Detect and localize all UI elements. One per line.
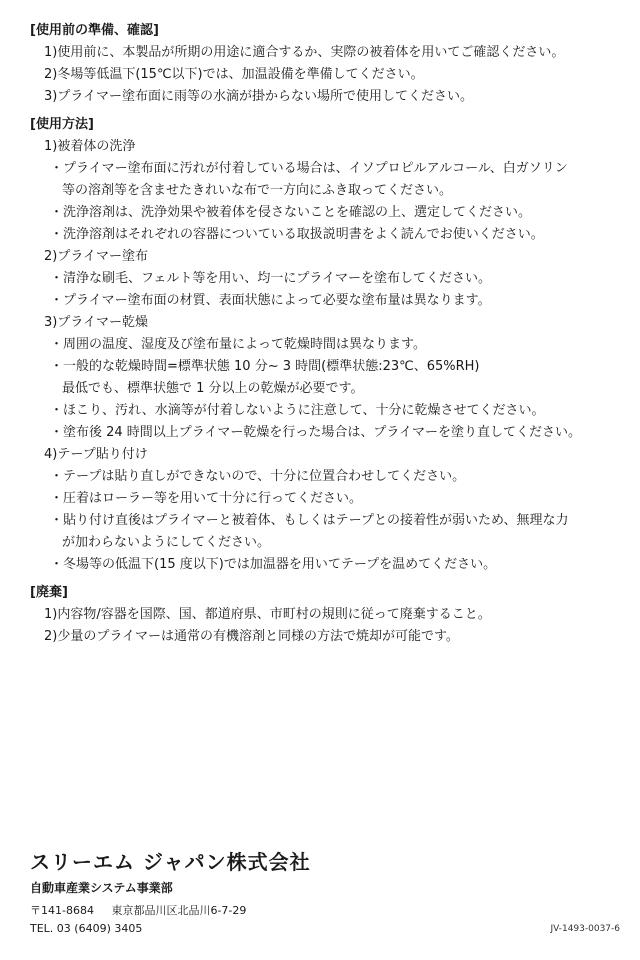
- section-title-disposal: [廃棄]: [30, 585, 68, 600]
- usage-step-3-bullet-3: ・ほこり、汚れ、水滴等が付着しないように注意して、十分に乾燥させてください。: [50, 403, 545, 418]
- disposal-item-1: 1)内容物/容器を国際、国、都道府県、市町村の規則に従って廃棄すること。: [44, 607, 491, 622]
- prep-item-3: 3)プライマー塗布面に雨等の水滴が掛からない場所で使用してください。: [44, 89, 473, 104]
- prep-item-2: 2)冬場等低温下(15℃以下)では、加温設備を準備してください。: [44, 67, 424, 82]
- usage-step-3-title: 3)プライマー乾燥: [44, 315, 148, 330]
- company-name: スリーエム ジャパン株式会社: [30, 850, 311, 874]
- instructions-body: [30, 20, 620, 648]
- usage-step-4-title: 4)テープ貼り付け: [44, 447, 148, 462]
- street-address: 東京都品川区北品川6-7-29: [111, 904, 247, 917]
- usage-step-1-bullet-3: ・洗浄溶剤はそれぞれの容器についている取扱説明書をよく読んでお使いください。: [50, 227, 544, 242]
- usage-step-1-title: 1)被着体の洗浄: [44, 139, 136, 154]
- prep-item-1: 1)使用前に、本製品が所期の用途に適合するか、実際の被着体を用いてご確認ください。: [44, 45, 565, 60]
- section-title-usage: [使用方法]: [30, 117, 94, 132]
- usage-step-2-bullet-1: ・清浄な刷毛、フェルト等を用い、均一にプライマーを塗布してください。: [50, 271, 491, 286]
- usage-step-3-bullet-2-cont: 最低でも、標準状態で 1 分以上の乾燥が必要です。: [62, 381, 364, 396]
- usage-step-1-bullet-2: ・洗浄溶剤は、洗浄効果や被着体を侵さないことを確認の上、選定してください。: [50, 205, 532, 220]
- usage-step-2-bullet-2: ・プライマー塗布面の材質、表面状態によって必要な塗布量は異なります。: [50, 293, 491, 308]
- usage-step-1-bullet-1: ・プライマー塗布面に汚れが付着している場合は、イソプロピルアルコール、白ガソリン: [50, 161, 568, 176]
- document-number: JV-1493-0037-6: [550, 924, 620, 934]
- division-name: 自動車産業システム事業部: [30, 881, 173, 895]
- company-footer: [30, 848, 620, 938]
- disposal-item-2: 2)少量のプライマーは通常の有機溶剤と同様の方法で焼却が可能です。: [44, 629, 459, 644]
- usage-step-3-bullet-4: ・塗布後 24 時間以上プライマー乾燥を行った場合は、プライマーを塗り直してください。: [50, 425, 582, 440]
- usage-step-1-bullet-1-cont: 等の溶剤等を含ませたきれいな布で一方向にふき取ってください。: [62, 183, 453, 198]
- usage-step-3-bullet-2: ・一般的な乾燥時間=標準状態 10 分~ 3 時間(標準状態:23℃、65%RH): [50, 359, 480, 374]
- section-title-prep: [使用前の準備、確認]: [30, 23, 159, 38]
- usage-step-4-bullet-4: ・冬場等の低温下(15 度以下)では加温器を用いてテープを温めてください。: [50, 557, 497, 572]
- usage-step-3-bullet-1: ・周囲の温度、湿度及び塗布量によって乾燥時間は異なります。: [50, 337, 426, 352]
- address-line: [30, 902, 620, 920]
- usage-step-4-bullet-2: ・圧着はローラー等を用いて十分に行ってください。: [50, 491, 363, 506]
- usage-step-4-bullet-3: ・貼り付け直後はプライマーと被着体、もしくはテープとの接着性が弱いため、無理な力: [50, 513, 569, 528]
- postal-code: 〒141-8684: [30, 904, 94, 917]
- usage-step-4-bullet-1: ・テープは貼り直しができないので、十分に位置合わせしてください。: [50, 469, 466, 484]
- usage-step-2-title: 2)プライマー塗布: [44, 249, 148, 264]
- usage-step-4-bullet-3-cont: が加わらないようにしてください。: [62, 535, 271, 550]
- telephone: TEL. 03 (6409) 3405: [30, 922, 143, 935]
